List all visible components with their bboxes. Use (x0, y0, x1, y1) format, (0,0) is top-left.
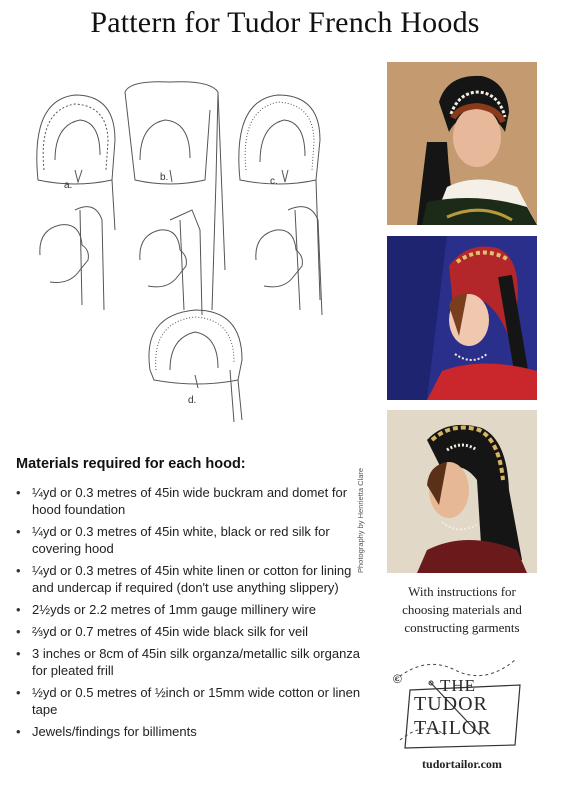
sketch-label-c: c. (270, 176, 278, 187)
hood-sketches (20, 70, 360, 425)
materials-list (16, 484, 366, 740)
list-item: • ¼yd or 0.3 metres of 45in white, black or red silk for covering hood (16, 523, 366, 557)
list-item: • 3 inches or 8cm of 45in silk organza/metallic silk organza for pleated frill (16, 645, 366, 679)
instructions-note: With instructions for choosing materials and constructing garments (402, 584, 522, 635)
materials-section (16, 456, 366, 745)
list-item: • ¼yd or 0.3 metres of 45in white linen or cotton for lining and undercap if required (don't use anything slippery) (16, 562, 366, 596)
sketch-c-profile (256, 207, 322, 315)
copyright-symbol: © (393, 672, 402, 686)
list-item: • ½yd or 0.5 metres of ½inch or 15mm wide cotton or linen tape (16, 684, 366, 718)
website-link[interactable]: tudortailor.com (422, 757, 502, 771)
photo-jewelled-french-hood (387, 410, 537, 573)
sketch-b-profile (140, 210, 202, 315)
sketch-b-front (125, 82, 225, 310)
photo-black-french-hood (387, 62, 537, 225)
list-item: • ⅔yd or 0.7 metres of 45in wide black silk for veil (16, 623, 366, 640)
logo-text-tudor-tailor: TUDOR TAILOR (414, 693, 492, 739)
materials-heading: Materials required for each hood: (16, 456, 246, 472)
sketch-c-front (239, 95, 320, 300)
sketch-label-a: a. (64, 180, 73, 191)
list-item: • Jewels/findings for billiments (16, 723, 366, 740)
photo-credit: Photography by Henrietta Clare (356, 467, 365, 573)
hood-pattern-illustrations (20, 70, 360, 425)
sketch-label-d: d. (188, 395, 197, 406)
sketch-a-profile (40, 207, 104, 310)
logo-text-the: THE (440, 676, 477, 695)
photo-red-french-hood (387, 236, 537, 400)
list-item: • 2½yds or 2.2 metres of 1mm gauge millinery wire (16, 601, 366, 618)
page-title: Pattern for Tudor French Hoods (90, 6, 480, 39)
sketch-label-b: b. (160, 172, 169, 183)
list-item: • ¼yd or 0.3 metres of 45in wide buckram and domet for hood foundation (16, 484, 366, 518)
